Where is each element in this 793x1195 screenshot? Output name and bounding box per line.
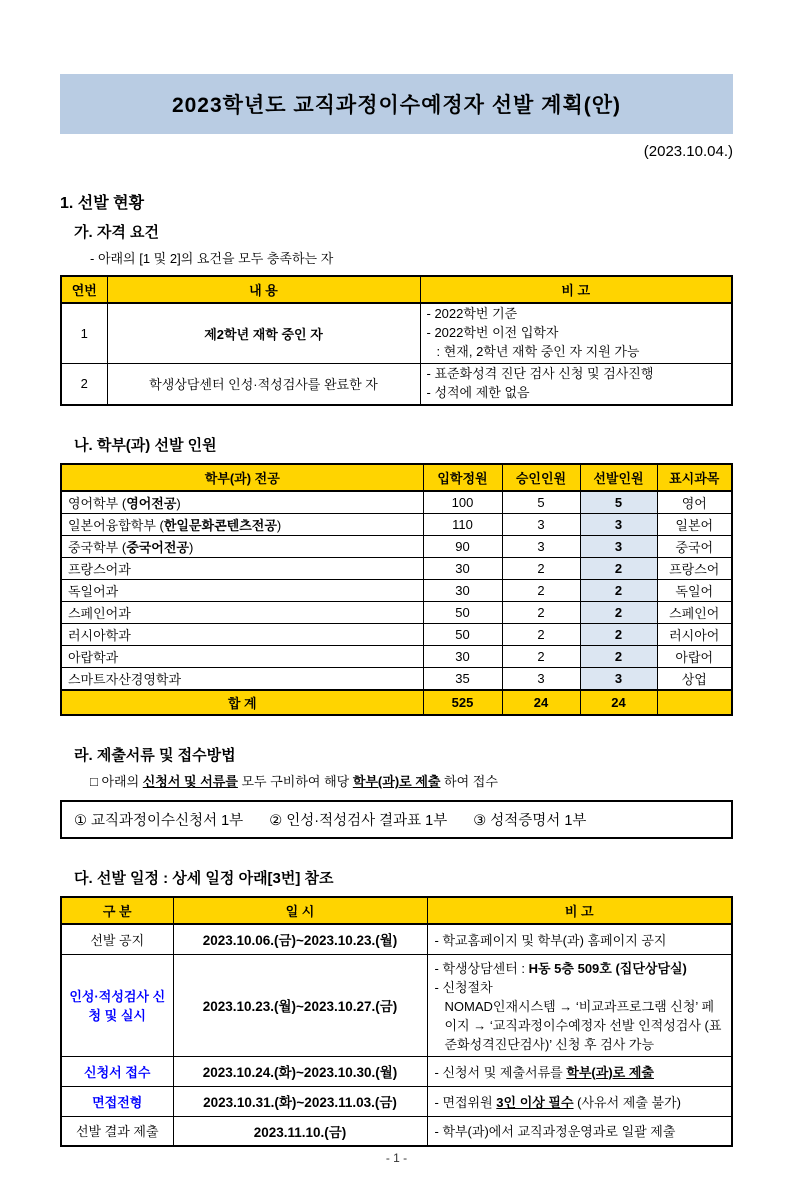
row-remarks <box>420 303 732 363</box>
schedule-remark: - 학교홈페이지 및 학부(과) 홈페이지 공지 <box>427 924 732 954</box>
selected-cell: 3 <box>580 536 657 558</box>
selected-cell: 2 <box>580 602 657 624</box>
submission-item-3: ③ 성적증명서 1부 <box>473 813 587 830</box>
subject-cell: 영어 <box>657 491 732 514</box>
quota-cell: 90 <box>423 536 502 558</box>
schedule-row-interview <box>61 1086 732 1116</box>
schedule-heading: 다. 선발 일정 : 상세 일정 아래[3번] 참조 <box>74 870 334 888</box>
schedule-remark: - 신청서 및 제출서류를 학부(과)로 제출 <box>427 1056 732 1086</box>
approved-cell: 2 <box>502 580 580 602</box>
schedule-date: 2023.11.10.(금) <box>173 1116 427 1146</box>
roster-row <box>61 646 732 668</box>
row-number: 2 <box>61 363 107 405</box>
major-cell: 중국학부 (중국어전공) <box>61 536 423 558</box>
roster-row <box>61 491 732 514</box>
quota-cell: 30 <box>423 646 502 668</box>
total-selected: 24 <box>580 690 657 715</box>
roster-row <box>61 536 732 558</box>
document-date: (2023.10.04.) <box>643 143 733 160</box>
selected-cell: 2 <box>580 580 657 602</box>
remark-line: NOMAD인재시스템 → ‘비교과프로그램 신청’ 페이지 → ‘교직과정이수예정자 선발 인적성검사 (표준화성격진단검사)’ 신청 후 검사 가능 <box>444 998 722 1052</box>
roster-row <box>61 580 732 602</box>
roster-total-row <box>61 690 732 715</box>
schedule-row-announcement <box>61 924 732 954</box>
submission-item-1: ① 교직과정이수신청서 1부 <box>74 813 244 830</box>
roster-row <box>61 668 732 691</box>
roster-row <box>61 602 732 624</box>
row-content: 학생상담센터 인성·적성검사를 완료한 자 <box>107 363 420 405</box>
selected-cell: 2 <box>580 558 657 580</box>
submission-item-2: ② 인성·적성검사 결과표 1부 <box>269 813 448 830</box>
remark-line: - 성적에 제한 없음 <box>426 384 530 400</box>
subject-cell: 아랍어 <box>657 646 732 668</box>
document-title-banner <box>60 74 733 134</box>
major-cell: 일본어융합학부 (한일문화콘텐츠전공) <box>61 514 423 536</box>
qualification-note: - 아래의 [1 및 2]의 요건을 모두 충족하는 자 <box>90 251 334 266</box>
row-content: 제2학년 재학 중인 자 <box>107 303 420 363</box>
selected-cell: 2 <box>580 624 657 646</box>
schedule-category: 면접전형 <box>61 1086 173 1116</box>
quota-cell: 100 <box>423 491 502 514</box>
subject-cell: 일본어 <box>657 514 732 536</box>
major-cell: 스마트자산경영학과 <box>61 668 423 691</box>
approved-cell: 3 <box>502 536 580 558</box>
approved-cell: 2 <box>502 646 580 668</box>
total-label: 합 계 <box>61 690 423 715</box>
quota-cell: 30 <box>423 558 502 580</box>
total-approved: 24 <box>502 690 580 715</box>
quota-cell: 35 <box>423 668 502 691</box>
major-cell: 스페인어과 <box>61 602 423 624</box>
remark-line: : 현재, 2학년 재학 중인 자 지원 가능 <box>436 343 640 359</box>
row-number: 1 <box>61 303 107 363</box>
selected-cell: 5 <box>580 491 657 514</box>
selected-cell: 2 <box>580 646 657 668</box>
quota-cell: 50 <box>423 624 502 646</box>
schedule-table-header-row <box>61 897 732 924</box>
schedule-row-aptitude-test <box>61 954 732 1056</box>
qualification-row-1 <box>61 303 732 363</box>
major-cell: 아랍학과 <box>61 646 423 668</box>
subject-cell: 프랑스어 <box>657 558 732 580</box>
schedule-date: 2023.10.31.(화)~2023.11.03.(금) <box>173 1086 427 1116</box>
col-header-approved: 승인인원 <box>502 464 580 491</box>
page-number: - 1 - <box>385 1151 408 1165</box>
subject-cell: 러시아어 <box>657 624 732 646</box>
col-header-major: 학부(과) 전공 <box>61 464 423 491</box>
roster-row <box>61 558 732 580</box>
qualification-heading: 가. 자격 요건 <box>74 224 159 241</box>
submission-documents-box <box>60 800 733 839</box>
schedule-remark: - 면접위원 3인 이상 필수 (사유서 제출 불가) <box>427 1086 732 1116</box>
total-subject <box>657 690 732 715</box>
approved-cell: 3 <box>502 668 580 691</box>
schedule-table <box>60 896 733 1147</box>
subject-cell: 독일어 <box>657 580 732 602</box>
col-header-selected: 선발인원 <box>580 464 657 491</box>
approved-cell: 2 <box>502 602 580 624</box>
roster-row <box>61 514 732 536</box>
major-cell: 프랑스어과 <box>61 558 423 580</box>
schedule-category: 선발 공지 <box>61 924 173 954</box>
roster-table <box>60 463 733 716</box>
subject-cell: 상업 <box>657 668 732 691</box>
major-cell: 독일어과 <box>61 580 423 602</box>
remark-line: - 2022학번 기준 <box>426 306 518 321</box>
schedule-date: 2023.10.06.(금)~2023.10.23.(월) <box>173 924 427 954</box>
submission-note: □ 아래의 신청서 및 서류를 모두 구비하여 해당 학부(과)로 제출 하여 접수 <box>90 774 498 790</box>
remark-line: - 신청절차 <box>434 979 493 995</box>
roster-row <box>61 624 732 646</box>
submission-heading: 라. 제출서류 및 접수방법 <box>74 747 236 765</box>
total-quota: 525 <box>423 690 502 715</box>
selected-cell: 3 <box>580 668 657 691</box>
subject-cell: 중국어 <box>657 536 732 558</box>
col-header-subject: 표시과목 <box>657 464 732 491</box>
document-title: 2023학년도 교직과정이수예정자 선발 계획(안) <box>171 94 622 117</box>
major-cell: 러시아학과 <box>61 624 423 646</box>
approved-cell: 2 <box>502 558 580 580</box>
qualification-table <box>60 275 733 406</box>
document-page <box>0 74 793 1195</box>
schedule-category: 인성·적성검사 신청 및 실시 <box>61 954 173 1056</box>
schedule-row-result <box>61 1116 732 1146</box>
qualification-row-2 <box>61 363 732 405</box>
roster-table-header-row <box>61 464 732 491</box>
col-header-date: 일 시 <box>173 897 427 924</box>
schedule-remark: - 학부(과)에서 교직과정운영과로 일괄 제출 <box>427 1116 732 1146</box>
col-header-number: 연번 <box>61 276 107 303</box>
quota-cell: 50 <box>423 602 502 624</box>
col-header-content: 내 용 <box>107 276 420 303</box>
col-header-category: 구 분 <box>61 897 173 924</box>
roster-heading: 나. 학부(과) 선발 인원 <box>74 437 217 455</box>
section-1-heading: 1. 선발 현황 <box>60 195 145 212</box>
qualification-table-header-row <box>61 276 732 303</box>
schedule-category: 신청서 접수 <box>61 1056 173 1086</box>
subject-cell: 스페인어 <box>657 602 732 624</box>
schedule-remark <box>427 954 732 1056</box>
schedule-category: 선발 결과 제출 <box>61 1116 173 1146</box>
major-cell: 영어학부 (영어전공) <box>61 491 423 514</box>
approved-cell: 3 <box>502 514 580 536</box>
quota-cell: 30 <box>423 580 502 602</box>
quota-cell: 110 <box>423 514 502 536</box>
col-header-quota: 입학정원 <box>423 464 502 491</box>
row-remarks <box>420 363 732 405</box>
selected-cell: 3 <box>580 514 657 536</box>
remark-line: - 표준화성격 진단 검사 신청 및 검사진행 <box>426 365 654 381</box>
col-header-remarks: 비 고 <box>420 276 732 303</box>
schedule-row-application <box>61 1056 732 1086</box>
col-header-remarks: 비 고 <box>427 897 732 924</box>
remark-line: - 학생상담센터 : H동 5층 509호 (집단상담실) <box>434 960 687 976</box>
approved-cell: 2 <box>502 624 580 646</box>
schedule-date: 2023.10.24.(화)~2023.10.30.(월) <box>173 1056 427 1086</box>
approved-cell: 5 <box>502 491 580 514</box>
remark-line: - 2022학번 이전 입학자 <box>426 324 559 340</box>
schedule-date: 2023.10.23.(월)~2023.10.27.(금) <box>173 954 427 1056</box>
